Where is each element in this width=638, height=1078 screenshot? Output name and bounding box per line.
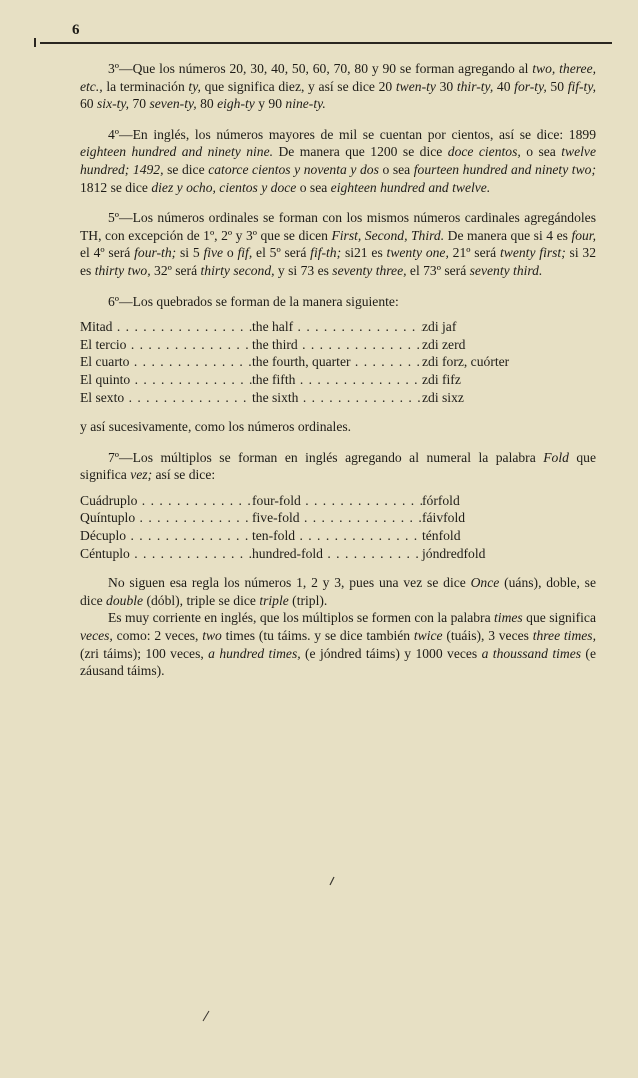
header-rule-tick (34, 38, 36, 47)
table-row: El sexto . . . the sixth . . . zdi sixz (80, 389, 596, 407)
table-row: El quinto . . . the fifth . . . zdi fifz (80, 371, 596, 389)
table-row: El cuarto . . . the fourth, quarter . . . zdi forz, cuórter (80, 353, 596, 371)
table-row: Cuádruplo . . . four-fold . . . fórfold (80, 492, 596, 510)
fractions-table (80, 318, 596, 406)
table-row: Mitad . . . the half . . . zdi jaf (80, 318, 596, 336)
stray-mark (202, 1010, 210, 1022)
paragraph-6: 6º—Los quebrados se forman de la manera siguiente: (108, 293, 399, 309)
table-row: Quíntuplo . . . five-fold . . . fáivfold (80, 509, 596, 527)
stray-mark (328, 876, 336, 886)
page-body (80, 60, 596, 693)
page-number: 6 (72, 22, 80, 38)
header-rule (40, 42, 612, 44)
paragraph-4: 4º—En inglés, los números mayores de mil se cuentan por cientos, así se dice: 1899 eighteen hundred and ninety nine. De manera que 1200 se dice doce cientos, o sea twelve hundred; 1492, se dice catorce cientos y noventa y dos o sea fourteen hundred and ninety two; 1812 se dice diez y ocho, cientos y doce o sea eighteen hundred and twelve. (80, 126, 596, 195)
multiples-table (80, 492, 596, 562)
paragraph-9: Es muy corriente en inglés, que los múltiplos se formen con la palabra times que significa veces, como: 2 veces, two times (tu táims. y se dice también twice (tuáis), 3 veces three times, (zri táims); 100 veces, a hundred times, (e jóndred táims) y 1000 veces a thoussand times (e záusand táims). (80, 610, 597, 679)
paragraph-5: 5º—Los números ordinales se forman con los mismos números cardinales agregándoles TH, con excepción de 1º, 2º y 3º que se dicen First, Second, Third. De manera que si 4 es four, el 4º será four-th; si 5 five o fif, el 5º será fif-th; si21 es twenty one, 21º será twenty first; si 32 es thirty two, 32º será thirty second, y si 73 es seventy three, el 73º será seventy third. (80, 210, 597, 278)
table-row: El tercio . . . the third . . . zdi zerd (80, 336, 596, 354)
paragraph-7: 7º—Los múltiplos se forman en inglés agregando al numeral la palabra Fold que significa vez; así se dice: (80, 449, 597, 483)
paragraph-after-fractions: y así sucesivamente, como los números ordinales. (80, 419, 352, 435)
paragraph-8: No siguen esa regla los números 1, 2 y 3, pues una vez se dice Once (uáns), doble, se dice double (dóbl), triple se dice triple (tripl). (80, 575, 596, 608)
paragraph-3: 3º—Que los números 20, 30, 40, 50, 60, 70, 80 y 90 se forman agregando al two, theree, etc., la terminación ty, que significa diez, y así se dice 20 twen-ty 30 thir-ty, 40 for-ty, 50 fif-ty, 60 six-ty, 70 seven-ty, 80 eigh-ty y 90 nine-ty. (80, 61, 597, 112)
table-row: Céntuplo . . . hundred-fold . . . jóndredfold (80, 545, 596, 563)
table-row: Décuplo . . . ten-fold . . . ténfold (80, 527, 596, 545)
